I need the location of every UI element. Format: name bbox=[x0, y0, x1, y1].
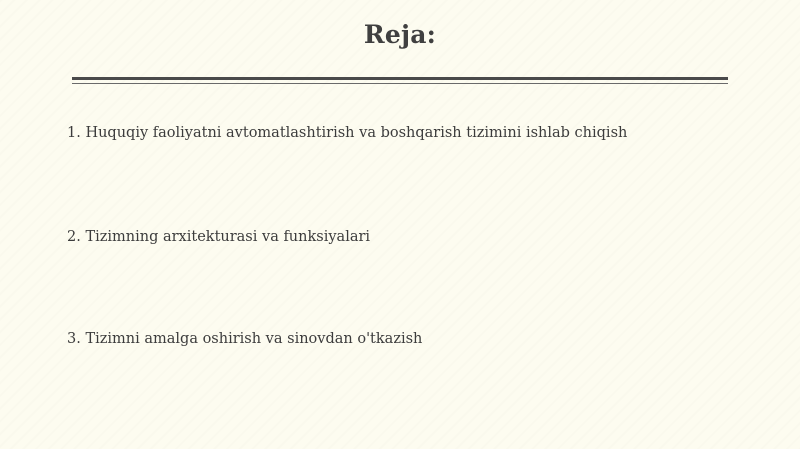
plan-item-1: 1. Huquqiy faoliyatni avtomatlashtirish va boshqarish tizimini ishlab chiqish bbox=[67, 125, 628, 141]
plan-item-3: 3. Tizimni amalga oshirish va sinovdan o'tkazish bbox=[67, 331, 423, 347]
title-divider-thin bbox=[72, 83, 728, 84]
plan-item-2: 2. Tizimning arxitekturasi va funksiyalari bbox=[67, 229, 371, 245]
title-divider-thick bbox=[72, 77, 728, 80]
slide-title: Reja: bbox=[363, 20, 437, 49]
